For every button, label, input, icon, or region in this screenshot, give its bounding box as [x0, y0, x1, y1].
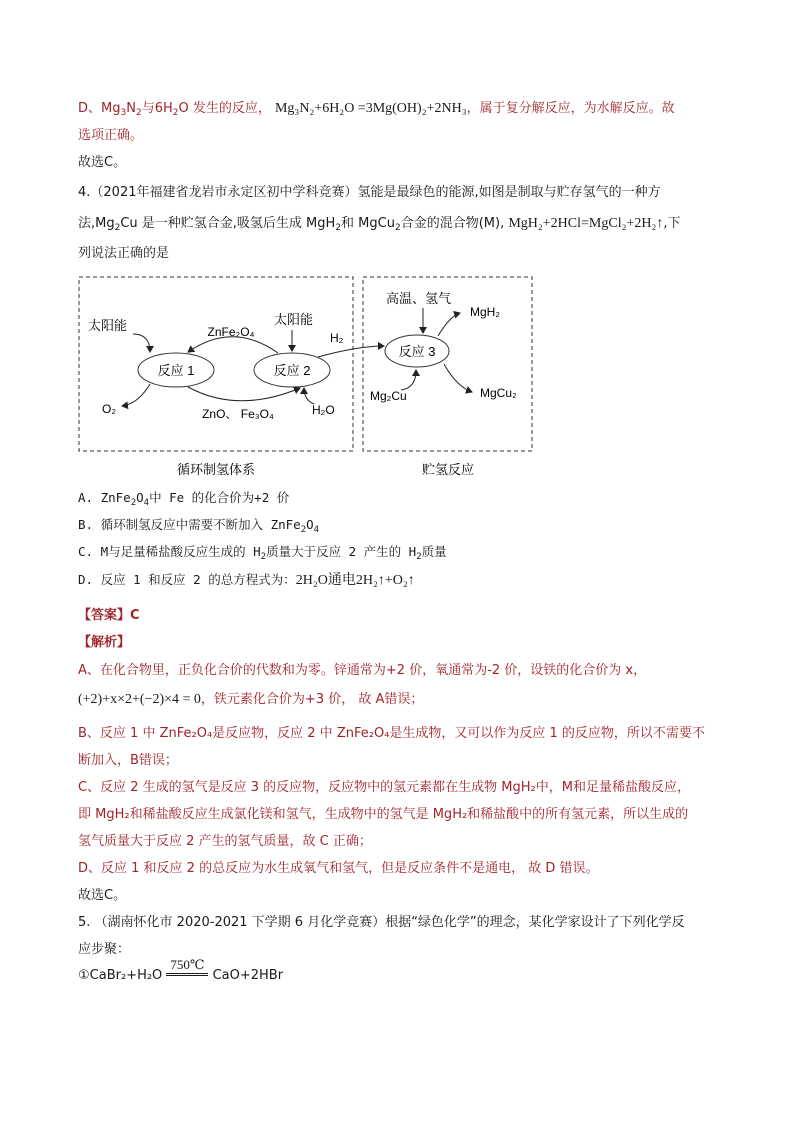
storage-caption: 贮氢反应: [421, 462, 475, 477]
prev-option-d-line1: D、$Mg_3N_2$与$6H_2O$ 发生的反应， Mg₃N₂+6H₂O =3Mg(OH)₂+2NH₃，属于复分解反应，为水解反应。故: [78, 101, 675, 118]
q5-line2: 应步聚：: [78, 942, 131, 957]
explain-b-line1: B、反应 1 中 ZnFe₂O₄是反应物，反应 2 中 ZnFe₂O₄是生成物，又可以作为反应 1 的反应物，所以不需要不: [78, 726, 705, 741]
mgcu2-label: MgCu₂: [480, 386, 517, 400]
h2-label: H₂: [330, 331, 344, 345]
q4-line3: 列说法正确的是: [78, 246, 170, 261]
answer-label: 【答案】C: [78, 608, 140, 623]
arrow-h2o: [304, 388, 314, 404]
mgh2-label: MgH₂: [470, 305, 500, 319]
analysis-label: 【解析】: [78, 635, 131, 650]
choose-c-2: 故选C。: [78, 888, 127, 903]
step1-right: CaO+2HBr: [212, 968, 284, 983]
option-c: C. M与足量稀盐酸反应生成的 $H_2$质量大于反应 2 产生的 $H_2$质量: [78, 544, 447, 562]
arrow-znfe2o4: [188, 337, 278, 353]
o2-label: O₂: [102, 402, 116, 416]
explain-c-line3: 氢气质量大于反应 2 产生的氢气质量，故 C 正确；: [78, 834, 372, 849]
q4-line2: 法$,Mg_2Cu$ 是一种贮氢合金,吸氢后生成 MgH$_2$和 MgCu$_2$合金的混合物(M), MgH₂+2HCl=MgCl₂+2H₂↑,下: [78, 216, 681, 233]
equation-electrolysis: 2H₂O通电2H₂↑+O₂↑: [295, 573, 415, 588]
option-b: B. 循环制氢反应中需要不断加入 $ZnFe_2O_4$: [78, 517, 320, 535]
equation-mgh2-hcl: MgH₂+2HCl=MgCl₂+2H₂↑: [508, 216, 664, 231]
arrow-zno-fe3o4: [188, 387, 300, 401]
zno-fe3o4-label: ZnO、 Fe₃O₄: [202, 407, 274, 421]
high-temp-h2-label: 高温、氢气: [386, 291, 452, 306]
hydrogen-cycle-diagram: [78, 276, 538, 481]
step1-condition: [166, 958, 208, 976]
explain-d-line1: D、反应 1 和反应 2 的总反应为水生成氧气和氢气，但是反应条件不是通电， 故 D 错误。: [78, 861, 599, 876]
prev-option-d-line2: 选项正确。: [78, 128, 144, 143]
step1-reaction: [78, 957, 284, 986]
arrow-h2: [318, 346, 384, 357]
explain-a-line2: (+2)+x×2+(−2)×4 = 0，铁元素化合价为+3 价， 故 A错误；: [78, 692, 424, 707]
znfe2o4-label: ZnFe₂O₄: [207, 325, 255, 339]
step1-temp: 750℃: [170, 957, 205, 972]
sun-left-label: 太阳能: [88, 318, 128, 333]
sun-right-label: 太阳能: [274, 312, 314, 327]
reaction3-label: 反应 3: [398, 344, 436, 359]
arrow-mg2cu: [401, 370, 416, 390]
arrow-mgcu2: [444, 364, 472, 392]
reaction1-label: 反应 1: [157, 363, 195, 378]
cycle-box: [79, 277, 353, 451]
reaction2-label: 反应 2: [273, 363, 311, 378]
option-d: D. 反应 1 和反应 2 的总方程式为：2H₂O通电2H₂↑+O₂↑: [78, 572, 415, 588]
arrow-mgh2: [438, 313, 460, 336]
explain-b-line2: 断加入，B错误；: [78, 753, 178, 768]
h2o-label: H₂O: [312, 403, 335, 417]
equation-mg3n2: Mg₃N₂+6H₂O =3Mg(OH)₂+2NH₃: [274, 101, 467, 116]
q4-line1: 4.（2021年福建省龙岩市永定区初中学科竞赛）氢能是最绿色的能源,如图是制取与贮存氢气的一种方: [78, 185, 661, 200]
option-a: A. $ZnFe_2O_4$中 Fe 的化合价为+2 价: [78, 490, 290, 508]
step1-left: ①CaBr₂+H₂O: [78, 968, 163, 983]
mg2cu-label: Mg₂Cu: [370, 389, 407, 403]
arrow-sun-left: [133, 334, 150, 352]
explain-a-line1: A、在化合物里，正负化合价的代数和为零。锌通常为+2 价，氧通常为-2 价，设铁的化合价为 x，: [78, 663, 647, 678]
explain-c-line1: C、反应 2 生成的氢气是反应 3 的反应物，反应物中的氢元素都在生成物 MgH₂中，M和足量稀盐酸反应，: [78, 780, 690, 795]
q5-line1: 5. （湖南怀化市 2020-2021 下学期 6 月化学竞赛）根据“绿色化学”的理念，某化学家设计了下列化学反: [78, 915, 685, 930]
arrow-o2: [122, 384, 150, 406]
choose-c-1: 故选C。: [78, 155, 127, 170]
explain-c-line2: 即 MgH₂和稀盐酸反应生成氯化镁和氢气，生成物中的氢气是 MgH₂和稀盐酸中的所有氢元素，所以生成的: [78, 807, 689, 822]
cycle-caption: 循环制氢体系: [176, 462, 256, 477]
equation-valence: (+2)+x×2+(−2)×4 = 0: [78, 692, 201, 707]
